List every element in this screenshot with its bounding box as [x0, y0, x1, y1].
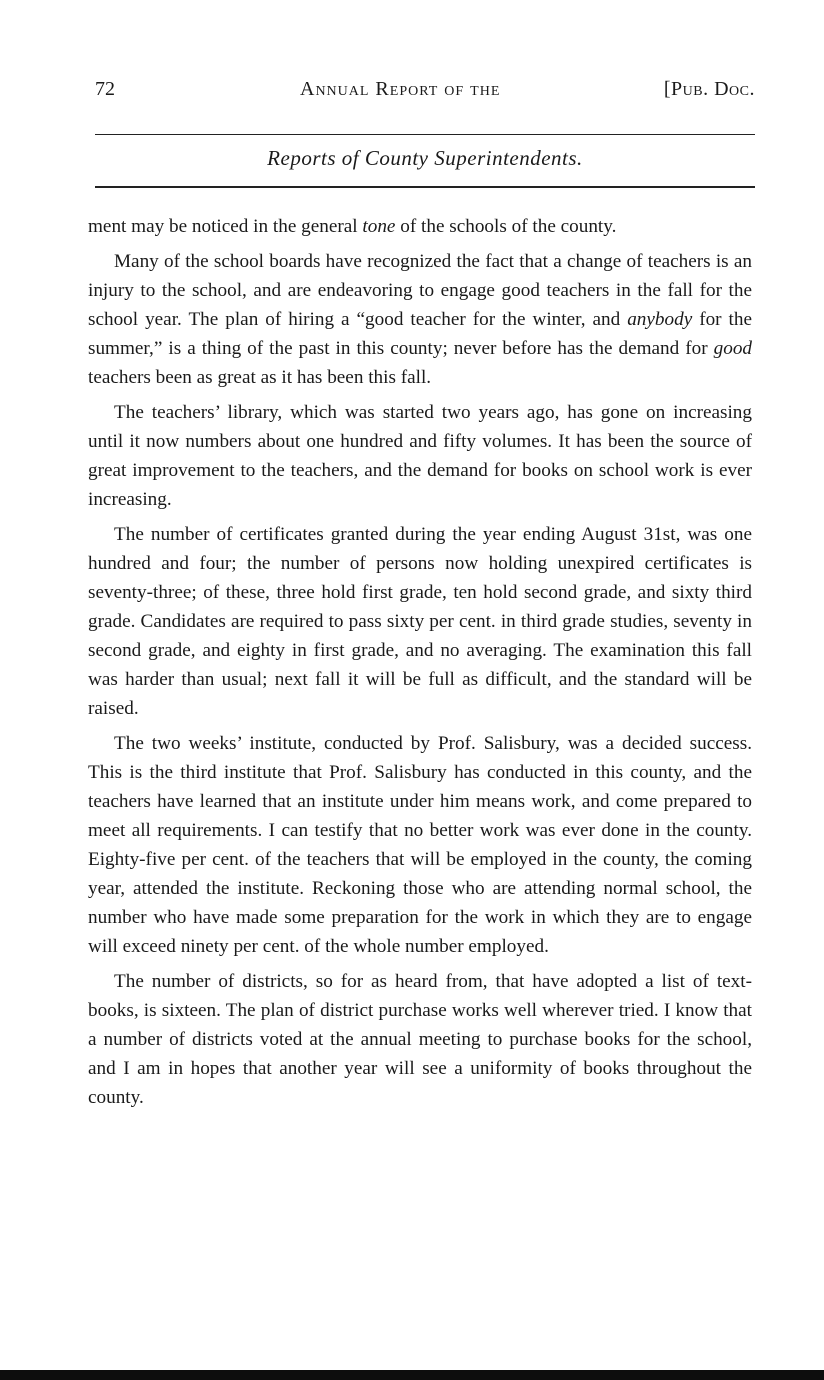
- emphasis: tone: [362, 216, 396, 237]
- paragraph: [88, 729, 752, 961]
- emphasis: good: [713, 338, 752, 359]
- text-run: ment may be noticed in the general: [88, 216, 363, 237]
- paragraph: [88, 967, 752, 1112]
- running-title: Annual Report of the: [300, 78, 501, 100]
- text-run: for the summer,” is a thing of the past in this county; never before has the demand for: [88, 309, 752, 359]
- paragraph: [88, 212, 752, 241]
- paragraph: [88, 247, 752, 392]
- text-run: The number of districts, so for as heard from, that have adopted a list of text-books, is sixteen. The plan of district purchase works well wherever tried. I know that a number of districts voted at the annual meeting to purchase books for the school, and I am in hopes that another year will see a uniformity of books throughout the county.: [88, 971, 752, 1108]
- top-divider: [95, 134, 755, 135]
- running-head: [95, 78, 755, 108]
- text-run: The number of certificates granted during the year ending August 31st, was one hundred and four; the number of persons now holding unexpired certificates is seventy-three; of these, three hold first grade, ten hold second grade, and sixty third grade. Candidates are required to pass sixty per cent. in third grade studies, seventy in second grade, and eighty in first grade, and no averaging. The examination this fall was harder than usual; next fall it will be full as difficult, and the standard will be raised.: [88, 524, 752, 719]
- document-label: [Pub. Doc.: [663, 78, 755, 100]
- emphasis: anybody: [627, 309, 693, 330]
- text-run: The two weeks’ institute, conducted by Prof. Salisbury, was a decided success. This is the third institute that Prof. Salisbury has conducted in this county, and the teachers have learned that an institute under him means work, and come prepared to meet all requirements. I can testify that no better work was ever done in the county. Eighty-five per cent. of the teachers that will be employed in the county, the coming year, attended the institute. Reckoning those who are attending normal school, the number who have made some preparation for the work in which they are to engage will exceed ninety per cent. of the whole number employed.: [88, 733, 752, 957]
- bottom-divider: [95, 186, 755, 188]
- text-run: The teachers’ library, which was started two years ago, has gone on increasing until it now numbers about one hundred and fifty volumes. It has been the source of great improvement to the teachers, and the demand for books on school work is ever increasing.: [88, 402, 752, 510]
- text-run: Many of the school boards have recognized the fact that a change of teachers is an injury to the school, and are endeavoring to engage good teachers in the fall for the school year. The plan of hiring a “good teacher for the winter, and: [88, 251, 752, 330]
- text-run: teachers been as great as it has been this fall.: [88, 367, 432, 388]
- body-text: [88, 212, 752, 1118]
- section-title: Reports of County Superintendents.: [267, 146, 583, 170]
- scan-bottom-edge: [0, 1370, 824, 1380]
- text-run: of the schools of the county.: [395, 216, 617, 237]
- paragraph: [88, 398, 752, 514]
- paragraph: [88, 520, 752, 723]
- page-number: 72: [95, 78, 115, 100]
